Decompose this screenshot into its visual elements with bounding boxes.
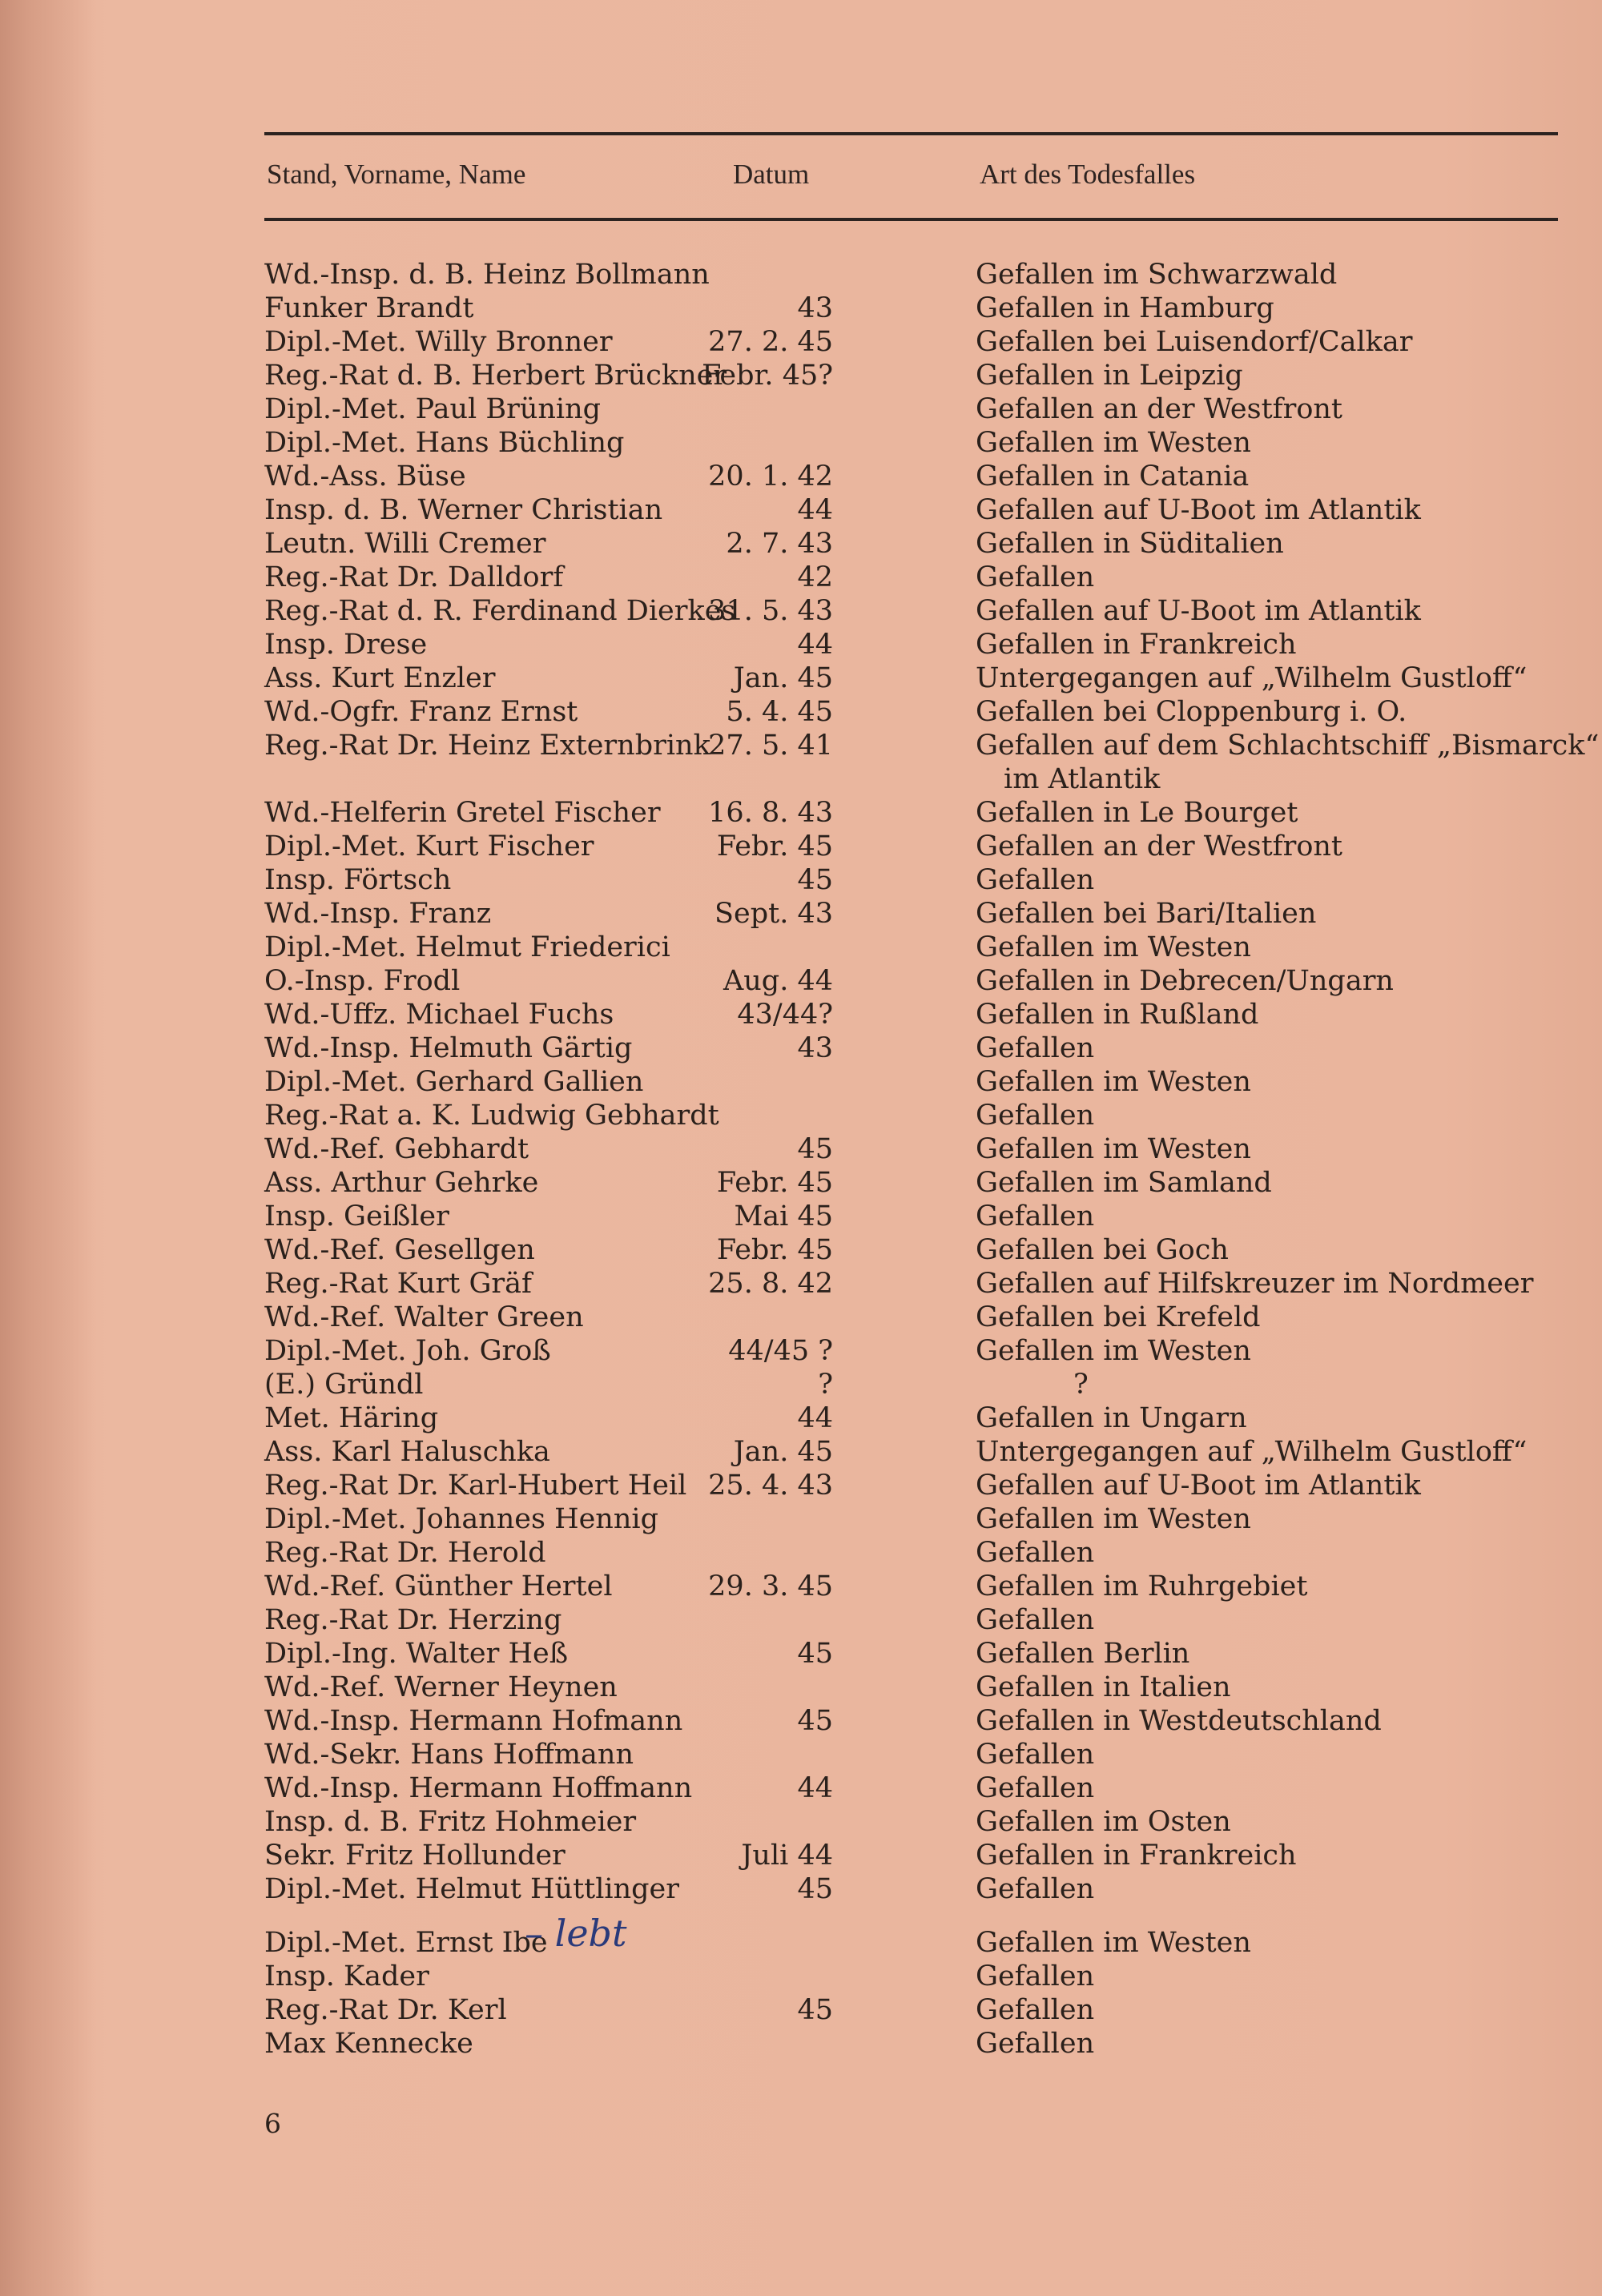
- row-name: Dipl.-Met. Paul Brüning: [264, 393, 602, 425]
- table-row: [0, 1771, 1602, 1805]
- row-name: Reg.-Rat Dr. Herzing: [264, 1604, 562, 1636]
- table-row: [0, 594, 1602, 628]
- row-date: 44: [797, 494, 833, 526]
- row-cause: Gefallen: [976, 1739, 1095, 1771]
- table-row: [0, 292, 1602, 325]
- row-cause: Gefallen bei Bari/Italien: [976, 898, 1317, 930]
- row-cause: Gefallen: [976, 1604, 1095, 1636]
- table-row: [0, 527, 1602, 561]
- table-row: [0, 1738, 1602, 1771]
- row-name: Wd.-Ref. Gebhardt: [264, 1133, 529, 1165]
- row-date: Juli 44: [741, 1840, 833, 1872]
- table-row: [0, 1031, 1602, 1065]
- table-row: [0, 325, 1602, 359]
- row-cause: Gefallen: [976, 561, 1095, 593]
- row-cause: Gefallen im Samland: [976, 1167, 1272, 1199]
- row-cause: Gefallen in Westdeutschland: [976, 1705, 1382, 1737]
- row-cause: Gefallen in Le Bourget: [976, 797, 1298, 829]
- row-cause: Gefallen in Frankreich: [976, 1840, 1297, 1872]
- row-name: Max Kennecke: [264, 2028, 473, 2060]
- row-date: 45: [797, 1873, 833, 1905]
- row-cause: Gefallen: [976, 1032, 1095, 1064]
- row-name: Reg.-Rat a. K. Ludwig Gebhardt: [264, 1100, 719, 1132]
- row-cause: Gefallen im Westen: [976, 427, 1251, 459]
- row-cause: Gefallen: [976, 1537, 1095, 1569]
- row-cause: Gefallen im Westen: [976, 931, 1251, 963]
- row-cause: Gefallen bei Luisendorf/Calkar: [976, 326, 1413, 358]
- row-cause: Gefallen: [976, 1200, 1095, 1232]
- row-cause: Gefallen an der Westfront: [976, 830, 1342, 863]
- table-row: [0, 1368, 1602, 1401]
- header-date-column: Datum: [733, 159, 810, 190]
- row-name: Wd.-Ogfr. Franz Ernst: [264, 696, 578, 728]
- row-date: Aug. 44: [723, 965, 833, 997]
- row-name: Reg.-Rat Dr. Kerl: [264, 1994, 507, 2026]
- row-cause: Gefallen: [976, 864, 1095, 896]
- table-row: [0, 695, 1602, 729]
- row-date: 45: [797, 1133, 833, 1165]
- table-row: [0, 2027, 1602, 2061]
- table-row: [0, 1704, 1602, 1738]
- row-name: Dipl.-Met. Helmut Hüttlinger: [264, 1873, 679, 1905]
- row-name: Wd.-Insp. Helmuth Gärtig: [264, 1032, 633, 1064]
- table-row: [0, 1637, 1602, 1671]
- table-row: [0, 1839, 1602, 1872]
- row-name: Funker Brandt: [264, 292, 474, 324]
- row-name: Wd.-Uffz. Michael Fuchs: [264, 999, 614, 1031]
- table-row: [0, 392, 1602, 426]
- table-row: [0, 998, 1602, 1031]
- table-row: [0, 1993, 1602, 2027]
- row-cause: Gefallen: [976, 1772, 1095, 1804]
- row-name: Insp. Kader: [264, 1960, 429, 1992]
- row-cause: Gefallen in Rußland: [976, 999, 1259, 1031]
- row-cause: Gefallen bei Cloppenburg i. O.: [976, 696, 1407, 728]
- row-date: 45: [797, 1638, 833, 1670]
- row-cause: Gefallen bei Krefeld: [976, 1301, 1261, 1333]
- row-name: Insp. Geißler: [264, 1200, 449, 1232]
- row-name: Reg.-Rat d. B. Herbert Brückner: [264, 360, 727, 392]
- row-name: Sekr. Fritz Hollunder: [264, 1840, 566, 1872]
- row-cause: Gefallen auf U-Boot im Atlantik: [976, 1470, 1421, 1502]
- row-date: 43: [797, 1032, 833, 1064]
- row-date: Febr. 45?: [702, 360, 833, 392]
- table-row: [0, 1099, 1602, 1132]
- table-row: [0, 1536, 1602, 1570]
- row-date: 29. 3. 45: [708, 1570, 833, 1602]
- table-row: [0, 1469, 1602, 1502]
- row-date: 5. 4. 45: [726, 696, 833, 728]
- row-cause: Gefallen: [976, 1100, 1095, 1132]
- row-cause: Gefallen im Westen: [976, 1066, 1251, 1098]
- row-name: Ass. Arthur Gehrke: [264, 1167, 539, 1199]
- row-cause: Gefallen in Ungarn: [976, 1402, 1247, 1434]
- table-row: [0, 1570, 1602, 1603]
- row-date: Jan. 45: [733, 662, 833, 694]
- row-name: Dipl.-Met. Willy Bronner: [264, 326, 613, 358]
- row-cause: Untergegangen auf „Wilhelm Gustloff“: [976, 1436, 1528, 1468]
- row-name: (E.) Gründl: [264, 1369, 424, 1401]
- row-name: Dipl.-Met. Helmut Friederici: [264, 931, 670, 963]
- row-date: ?: [818, 1369, 833, 1401]
- table-row: [0, 460, 1602, 493]
- row-name: Ass. Kurt Enzler: [264, 662, 496, 694]
- row-date: 27. 2. 45: [708, 326, 833, 358]
- row-cause: Gefallen in Catania: [976, 460, 1250, 493]
- row-cause: Gefallen im Schwarzwald: [976, 259, 1338, 291]
- table-row: [0, 1200, 1602, 1233]
- page-number: 6: [264, 2108, 281, 2139]
- row-name: Insp. d. B. Werner Christian: [264, 494, 663, 526]
- table-row: [0, 1334, 1602, 1368]
- table-row: [0, 1603, 1602, 1637]
- row-date: Mai 45: [734, 1200, 833, 1232]
- table-row: [0, 359, 1602, 392]
- row-name: Wd.-Insp. d. B. Heinz Bollmann: [264, 259, 710, 291]
- table-row: [0, 661, 1602, 695]
- row-cause: Gefallen Berlin: [976, 1638, 1190, 1670]
- row-name: Dipl.-Met. Ernst Ibe: [264, 1927, 548, 1959]
- header-cause-column: Art des Todesfalles: [980, 159, 1196, 190]
- row-date: Febr. 45: [716, 830, 833, 863]
- row-name: Dipl.-Met. Joh. Groß: [264, 1335, 551, 1367]
- row-date: 44: [797, 1402, 833, 1434]
- table-row: [0, 561, 1602, 594]
- row-date: 20. 1. 42: [708, 460, 833, 493]
- table-row: [0, 1960, 1602, 1993]
- row-cause: Gefallen: [976, 1960, 1095, 1992]
- row-cause: Gefallen in Frankreich: [976, 629, 1297, 661]
- row-cause: Untergegangen auf „Wilhelm Gustloff“: [976, 662, 1528, 694]
- row-name: Insp. Drese: [264, 629, 428, 661]
- row-cause: Gefallen: [976, 1873, 1095, 1905]
- table-row: [0, 1671, 1602, 1704]
- row-cause: Gefallen im Westen: [976, 1133, 1251, 1165]
- row-date: 45: [797, 1994, 833, 2026]
- row-date: 45: [797, 864, 833, 896]
- table-row: [0, 1502, 1602, 1536]
- row-name: Wd.-Insp. Hermann Hoffmann: [264, 1772, 693, 1804]
- table-row: [0, 1132, 1602, 1166]
- row-name: Dipl.-Met. Gerhard Gallien: [264, 1066, 644, 1098]
- row-date: 42: [797, 561, 833, 593]
- table-row: [0, 628, 1602, 661]
- row-name: Wd.-Helferin Gretel Fischer: [264, 797, 661, 829]
- row-name: Dipl.-Met. Hans Büchling: [264, 427, 625, 459]
- row-name: Wd.-Insp. Hermann Hofmann: [264, 1705, 683, 1737]
- row-date: Sept. 43: [714, 898, 833, 930]
- table-row: [0, 796, 1602, 830]
- row-cause: Gefallen auf U-Boot im Atlantik: [976, 595, 1421, 627]
- table-row: [0, 863, 1602, 897]
- row-cause: Gefallen im Westen: [976, 1927, 1251, 1959]
- row-name: Reg.-Rat Dr. Karl-Hubert Heil: [264, 1470, 687, 1502]
- row-cause: Gefallen: [976, 1994, 1095, 2026]
- row-cause: Gefallen in Debrecen/Ungarn: [976, 965, 1394, 997]
- row-date: Jan. 45: [733, 1436, 833, 1468]
- row-name: Dipl.-Met. Johannes Hennig: [264, 1503, 658, 1535]
- row-date: 27. 5. 41: [708, 730, 833, 762]
- row-name: Wd.-Ass. Büse: [264, 460, 466, 493]
- table-row: [0, 964, 1602, 998]
- row-name: Ass. Karl Haluschka: [264, 1436, 550, 1468]
- cause-continuation: im Atlantik: [1004, 763, 1161, 795]
- row-cause: Gefallen auf Hilfskreuzer im Nordmeer: [976, 1268, 1534, 1300]
- header-name-column: Stand, Vorname, Name: [267, 159, 526, 190]
- table-row: [0, 1805, 1602, 1839]
- row-cause: Gefallen im Westen: [976, 1503, 1251, 1535]
- row-cause: Gefallen: [976, 2028, 1095, 2060]
- row-cause: Gefallen im Westen: [976, 1335, 1251, 1367]
- row-name: Wd.-Ref. Günther Hertel: [264, 1570, 613, 1602]
- row-date: 25. 8. 42: [708, 1268, 833, 1300]
- table-row: [0, 493, 1602, 527]
- row-date: 31. 5. 43: [708, 595, 833, 627]
- row-cause: Gefallen im Ruhrgebiet: [976, 1570, 1308, 1602]
- row-date: 16. 8. 43: [708, 797, 833, 829]
- row-name: Wd.-Ref. Gesellgen: [264, 1234, 535, 1266]
- table-row: [0, 1233, 1602, 1267]
- row-date: 45: [797, 1705, 833, 1737]
- row-date: 43: [797, 292, 833, 324]
- row-date: 25. 4. 43: [708, 1470, 833, 1502]
- row-name: Dipl.-Ing. Walter Heß: [264, 1638, 569, 1670]
- table-row: [0, 1301, 1602, 1334]
- row-name: Wd.-Sekr. Hans Hoffmann: [264, 1739, 634, 1771]
- table-row: [0, 258, 1602, 292]
- row-name: Leutn. Willi Cremer: [264, 528, 546, 560]
- table-row: [0, 1166, 1602, 1200]
- table-row: [0, 426, 1602, 460]
- row-cause: Gefallen auf U-Boot im Atlantik: [976, 494, 1421, 526]
- row-cause: Gefallen in Hamburg: [976, 292, 1274, 324]
- table-row: [0, 897, 1602, 931]
- row-name: Insp. Förtsch: [264, 864, 452, 896]
- row-name: Wd.-Insp. Franz: [264, 898, 492, 930]
- row-name: Reg.-Rat Dr. Herold: [264, 1537, 546, 1569]
- row-name: Met. Häring: [264, 1402, 439, 1434]
- row-date: 44/45 ?: [728, 1335, 833, 1367]
- table-row: [0, 931, 1602, 964]
- row-name: Reg.-Rat Dr. Heinz Externbrink: [264, 730, 710, 762]
- table-row: [0, 1401, 1602, 1435]
- table-row: [0, 1912, 1602, 1960]
- table-row: [0, 1065, 1602, 1099]
- row-name: Wd.-Ref. Werner Heynen: [264, 1671, 618, 1703]
- row-date: 44: [797, 1772, 833, 1804]
- row-name: Insp. d. B. Fritz Hohmeier: [264, 1806, 637, 1838]
- handwritten-note: – lebt: [525, 1912, 627, 1955]
- row-date: 2. 7. 43: [726, 528, 833, 560]
- table-row: [0, 1872, 1602, 1906]
- row-name: Dipl.-Met. Kurt Fischer: [264, 830, 594, 863]
- row-date: 43/44?: [737, 999, 833, 1031]
- row-name: O.-Insp. Frodl: [264, 965, 461, 997]
- row-name: Reg.-Rat Dr. Dalldorf: [264, 561, 564, 593]
- row-cause: Gefallen an der Westfront: [976, 393, 1342, 425]
- row-name: Wd.-Ref. Walter Green: [264, 1301, 584, 1333]
- row-cause: Gefallen in Süditalien: [976, 528, 1284, 560]
- row-cause: Gefallen in Italien: [976, 1671, 1231, 1703]
- row-cause: Gefallen im Osten: [976, 1806, 1231, 1838]
- row-date: Febr. 45: [716, 1167, 833, 1199]
- row-date: 44: [797, 629, 833, 661]
- row-cause: Gefallen bei Goch: [976, 1234, 1229, 1266]
- row-name: Reg.-Rat Kurt Gräf: [264, 1268, 532, 1300]
- row-cause: ?: [1073, 1369, 1089, 1401]
- table-row: [0, 1435, 1602, 1469]
- row-date: Febr. 45: [716, 1234, 833, 1266]
- table-row: [0, 1267, 1602, 1301]
- row-name: Reg.-Rat d. R. Ferdinand Dierkes: [264, 595, 736, 627]
- row-cause: Gefallen auf dem Schlachtschiff „Bismarck“: [976, 730, 1600, 762]
- row-cause: Gefallen in Leipzig: [976, 360, 1243, 392]
- table-row: [0, 830, 1602, 863]
- table-row: [0, 729, 1602, 762]
